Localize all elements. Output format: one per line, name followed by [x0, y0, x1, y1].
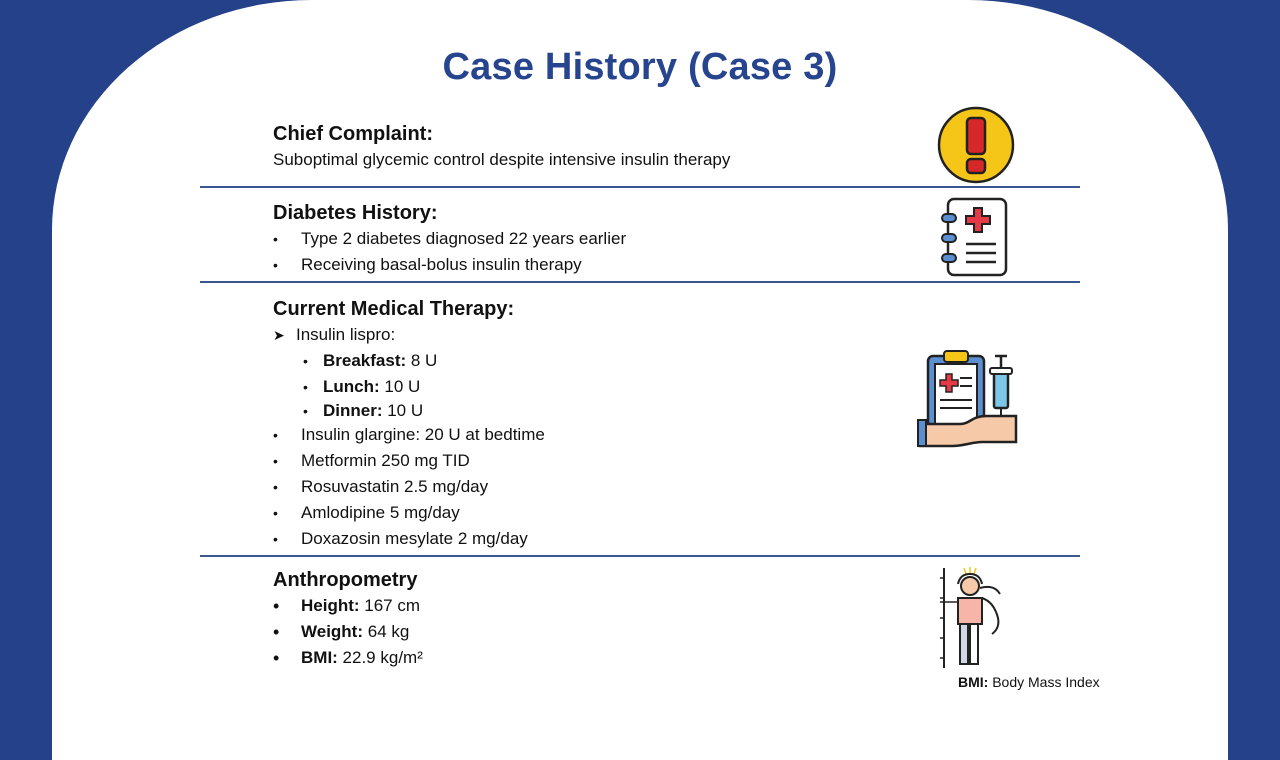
- list-item: • Receiving basal-bolus insulin therapy: [273, 252, 933, 278]
- measure-label: BMI:: [301, 648, 338, 667]
- measure-label: Height:: [301, 596, 360, 615]
- list-item: • Metformin 250 mg TID: [273, 448, 933, 474]
- dose-value: 10 U: [382, 401, 424, 420]
- list-item: • Amlodipine 5 mg/day: [273, 500, 933, 526]
- dose-value: 10 U: [379, 377, 421, 396]
- anthropometry-heading: Anthropometry: [273, 569, 418, 591]
- injection-clipboard-icon: [916, 350, 1022, 450]
- chief-complaint-section: [273, 121, 933, 173]
- list-item: • Rosuvastatin 2.5 mg/day: [273, 474, 933, 500]
- list-item: • Insulin glargine: 20 U at bedtime: [273, 422, 933, 448]
- dose-item: [273, 348, 933, 374]
- dose-meal: Dinner:: [323, 401, 383, 420]
- measure-label: Weight:: [301, 622, 364, 641]
- list-item: • Doxazosin mesylate 2 mg/day: [273, 526, 933, 552]
- footnote-text: Body Mass Index: [988, 674, 1100, 690]
- divider: [200, 186, 1080, 188]
- dose-value: 8 U: [406, 351, 438, 370]
- diabetes-history-heading: Diabetes History:: [273, 202, 438, 224]
- anthropometry-section: [273, 567, 933, 671]
- height-measurement-icon: [936, 566, 1008, 670]
- insulin-lispro-item: ➤ Insulin lispro:: [273, 322, 933, 348]
- divider: [200, 555, 1080, 557]
- dose-meal: Lunch:: [323, 377, 380, 396]
- dose-meal: Breakfast:: [323, 351, 407, 370]
- chief-complaint-heading: Chief Complaint:: [273, 123, 433, 145]
- divider: [200, 281, 1080, 283]
- list-item: [273, 645, 933, 671]
- measure-value: 22.9 kg/m²: [337, 648, 423, 667]
- measure-value: 167 cm: [359, 596, 421, 615]
- warning-icon: [937, 106, 1015, 184]
- medical-therapy-section: [273, 296, 933, 552]
- measure-value: 64 kg: [363, 622, 410, 641]
- dose-item: [273, 400, 933, 422]
- medical-record-icon: [940, 196, 1010, 278]
- diabetes-history-section: [273, 200, 933, 278]
- list-item: • Type 2 diabetes diagnosed 22 years earlier: [273, 226, 933, 252]
- chief-complaint-text: Suboptimal glycemic control despite intensive insulin therapy: [273, 150, 731, 169]
- footnote-label: BMI:: [958, 674, 989, 690]
- list-item: [273, 593, 933, 619]
- page-title: Case History (Case 3): [442, 46, 838, 88]
- bmi-footnote: [958, 674, 1100, 690]
- dose-item: [273, 374, 933, 400]
- list-item: [273, 619, 933, 645]
- medical-therapy-heading: Current Medical Therapy:: [273, 298, 515, 320]
